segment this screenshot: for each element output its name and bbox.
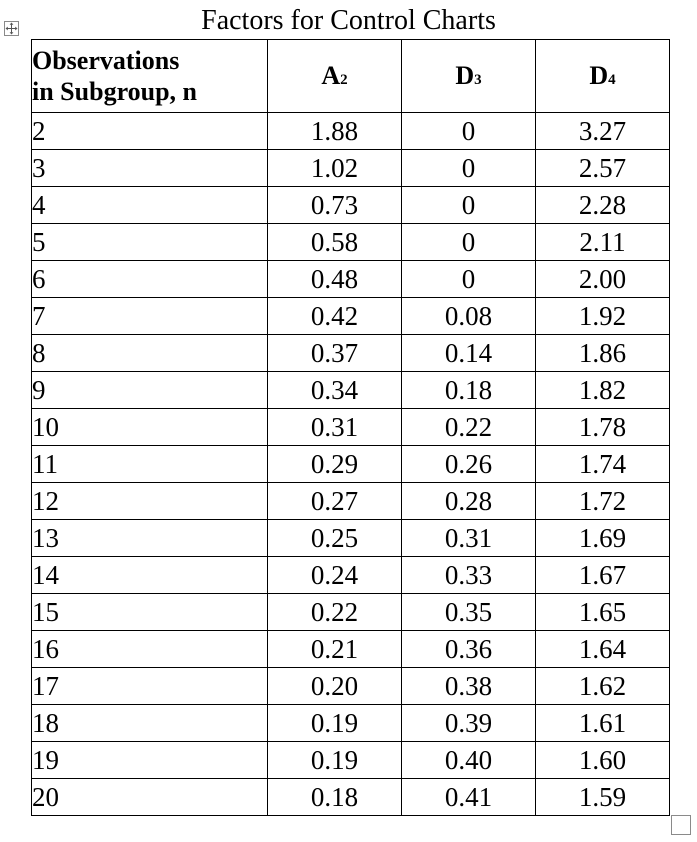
cell-a2: 1.02 [268,150,402,187]
cell-d4: 1.60 [536,742,670,779]
cell-d3: 0.22 [402,409,536,446]
cell-d4: 1.64 [536,631,670,668]
cell-a2: 0.22 [268,594,402,631]
cell-d3: 0.33 [402,557,536,594]
cell-d4: 1.62 [536,668,670,705]
cell-d3: 0 [402,187,536,224]
table-resize-handle[interactable] [671,815,691,835]
table-row [32,594,670,631]
header-observations-line2: in Subgroup, n [32,77,198,106]
table-row [32,668,670,705]
cell-d4: 1.65 [536,594,670,631]
table-row [32,705,670,742]
cell-d3: 0 [402,113,536,150]
cell-d4: 1.72 [536,483,670,520]
cell-d3: 0 [402,261,536,298]
table-row [32,150,670,187]
cell-a2: 0.20 [268,668,402,705]
cell-a2: 0.19 [268,705,402,742]
cell-n: 8 [32,335,268,372]
table-caption: Factors for Control Charts [201,5,496,36]
cell-d4: 1.86 [536,335,670,372]
table-body [32,113,670,816]
cell-a2: 0.48 [268,261,402,298]
cell-d3: 0.28 [402,483,536,520]
cell-a2: 0.24 [268,557,402,594]
header-a2-subscript: 2 [340,72,348,88]
cell-n: 14 [32,557,268,594]
cell-d3: 0.40 [402,742,536,779]
cell-a2: 0.58 [268,224,402,261]
table-row [32,742,670,779]
table-row [32,298,670,335]
cell-d4: 1.92 [536,298,670,335]
cell-n: 19 [32,742,268,779]
cell-d3: 0.14 [402,335,536,372]
cell-n: 17 [32,668,268,705]
cell-a2: 0.19 [268,742,402,779]
cell-a2: 0.42 [268,298,402,335]
cell-d4: 2.00 [536,261,670,298]
cell-n: 10 [32,409,268,446]
cell-d3: 0.41 [402,779,536,816]
cell-d4: 1.67 [536,557,670,594]
table-row [32,335,670,372]
header-d3 [402,40,536,113]
header-observations-line1: Observations [32,46,180,75]
cell-a2: 0.21 [268,631,402,668]
cell-a2: 0.18 [268,779,402,816]
cell-d4: 2.57 [536,150,670,187]
cell-n: 9 [32,372,268,409]
table-row [32,446,670,483]
cell-n: 5 [32,224,268,261]
cell-n: 6 [32,261,268,298]
table-row [32,483,670,520]
cell-a2: 0.27 [268,483,402,520]
cell-d4: 1.69 [536,520,670,557]
cell-n: 7 [32,298,268,335]
cell-n: 11 [32,446,268,483]
table-row [32,224,670,261]
header-observations [32,40,268,113]
cell-d3: 0.26 [402,446,536,483]
cell-d3: 0.35 [402,594,536,631]
cell-d4: 2.28 [536,187,670,224]
header-d3-subscript: 3 [474,72,482,88]
header-a2 [268,40,402,113]
cell-a2: 0.73 [268,187,402,224]
cell-n: 4 [32,187,268,224]
cell-n: 18 [32,705,268,742]
cell-d4: 1.78 [536,409,670,446]
cell-d3: 0.18 [402,372,536,409]
cell-d4: 1.61 [536,705,670,742]
header-d3-symbol: D [455,61,475,90]
cell-d4: 1.59 [536,779,670,816]
cell-n: 3 [32,150,268,187]
cell-a2: 0.31 [268,409,402,446]
cell-d3: 0.39 [402,705,536,742]
cell-d3: 0 [402,224,536,261]
table-row [32,113,670,150]
cell-d3: 0.38 [402,668,536,705]
header-a2-symbol: A [321,61,341,90]
cell-n: 12 [32,483,268,520]
cell-d3: 0.31 [402,520,536,557]
header-d4 [536,40,670,113]
cell-d4: 3.27 [536,113,670,150]
table-row [32,520,670,557]
table-row [32,631,670,668]
cell-n: 2 [32,113,268,150]
table-row [32,409,670,446]
header-row [32,40,670,113]
cell-a2: 0.34 [268,372,402,409]
cell-a2: 1.88 [268,113,402,150]
cell-a2: 0.25 [268,520,402,557]
table-row [32,261,670,298]
table-row [32,187,670,224]
cell-d3: 0.36 [402,631,536,668]
cell-a2: 0.37 [268,335,402,372]
cell-d4: 2.11 [536,224,670,261]
cell-d3: 0 [402,150,536,187]
cell-d3: 0.08 [402,298,536,335]
cell-n: 20 [32,779,268,816]
cell-n: 13 [32,520,268,557]
cell-n: 15 [32,594,268,631]
header-d4-symbol: D [589,61,609,90]
cell-a2: 0.29 [268,446,402,483]
cell-d4: 1.74 [536,446,670,483]
cell-d4: 1.82 [536,372,670,409]
table-row [32,557,670,594]
control-chart-factors-table [31,39,670,816]
header-d4-subscript: 4 [608,72,616,88]
cell-n: 16 [32,631,268,668]
table-row [32,779,670,816]
table-row [32,372,670,409]
